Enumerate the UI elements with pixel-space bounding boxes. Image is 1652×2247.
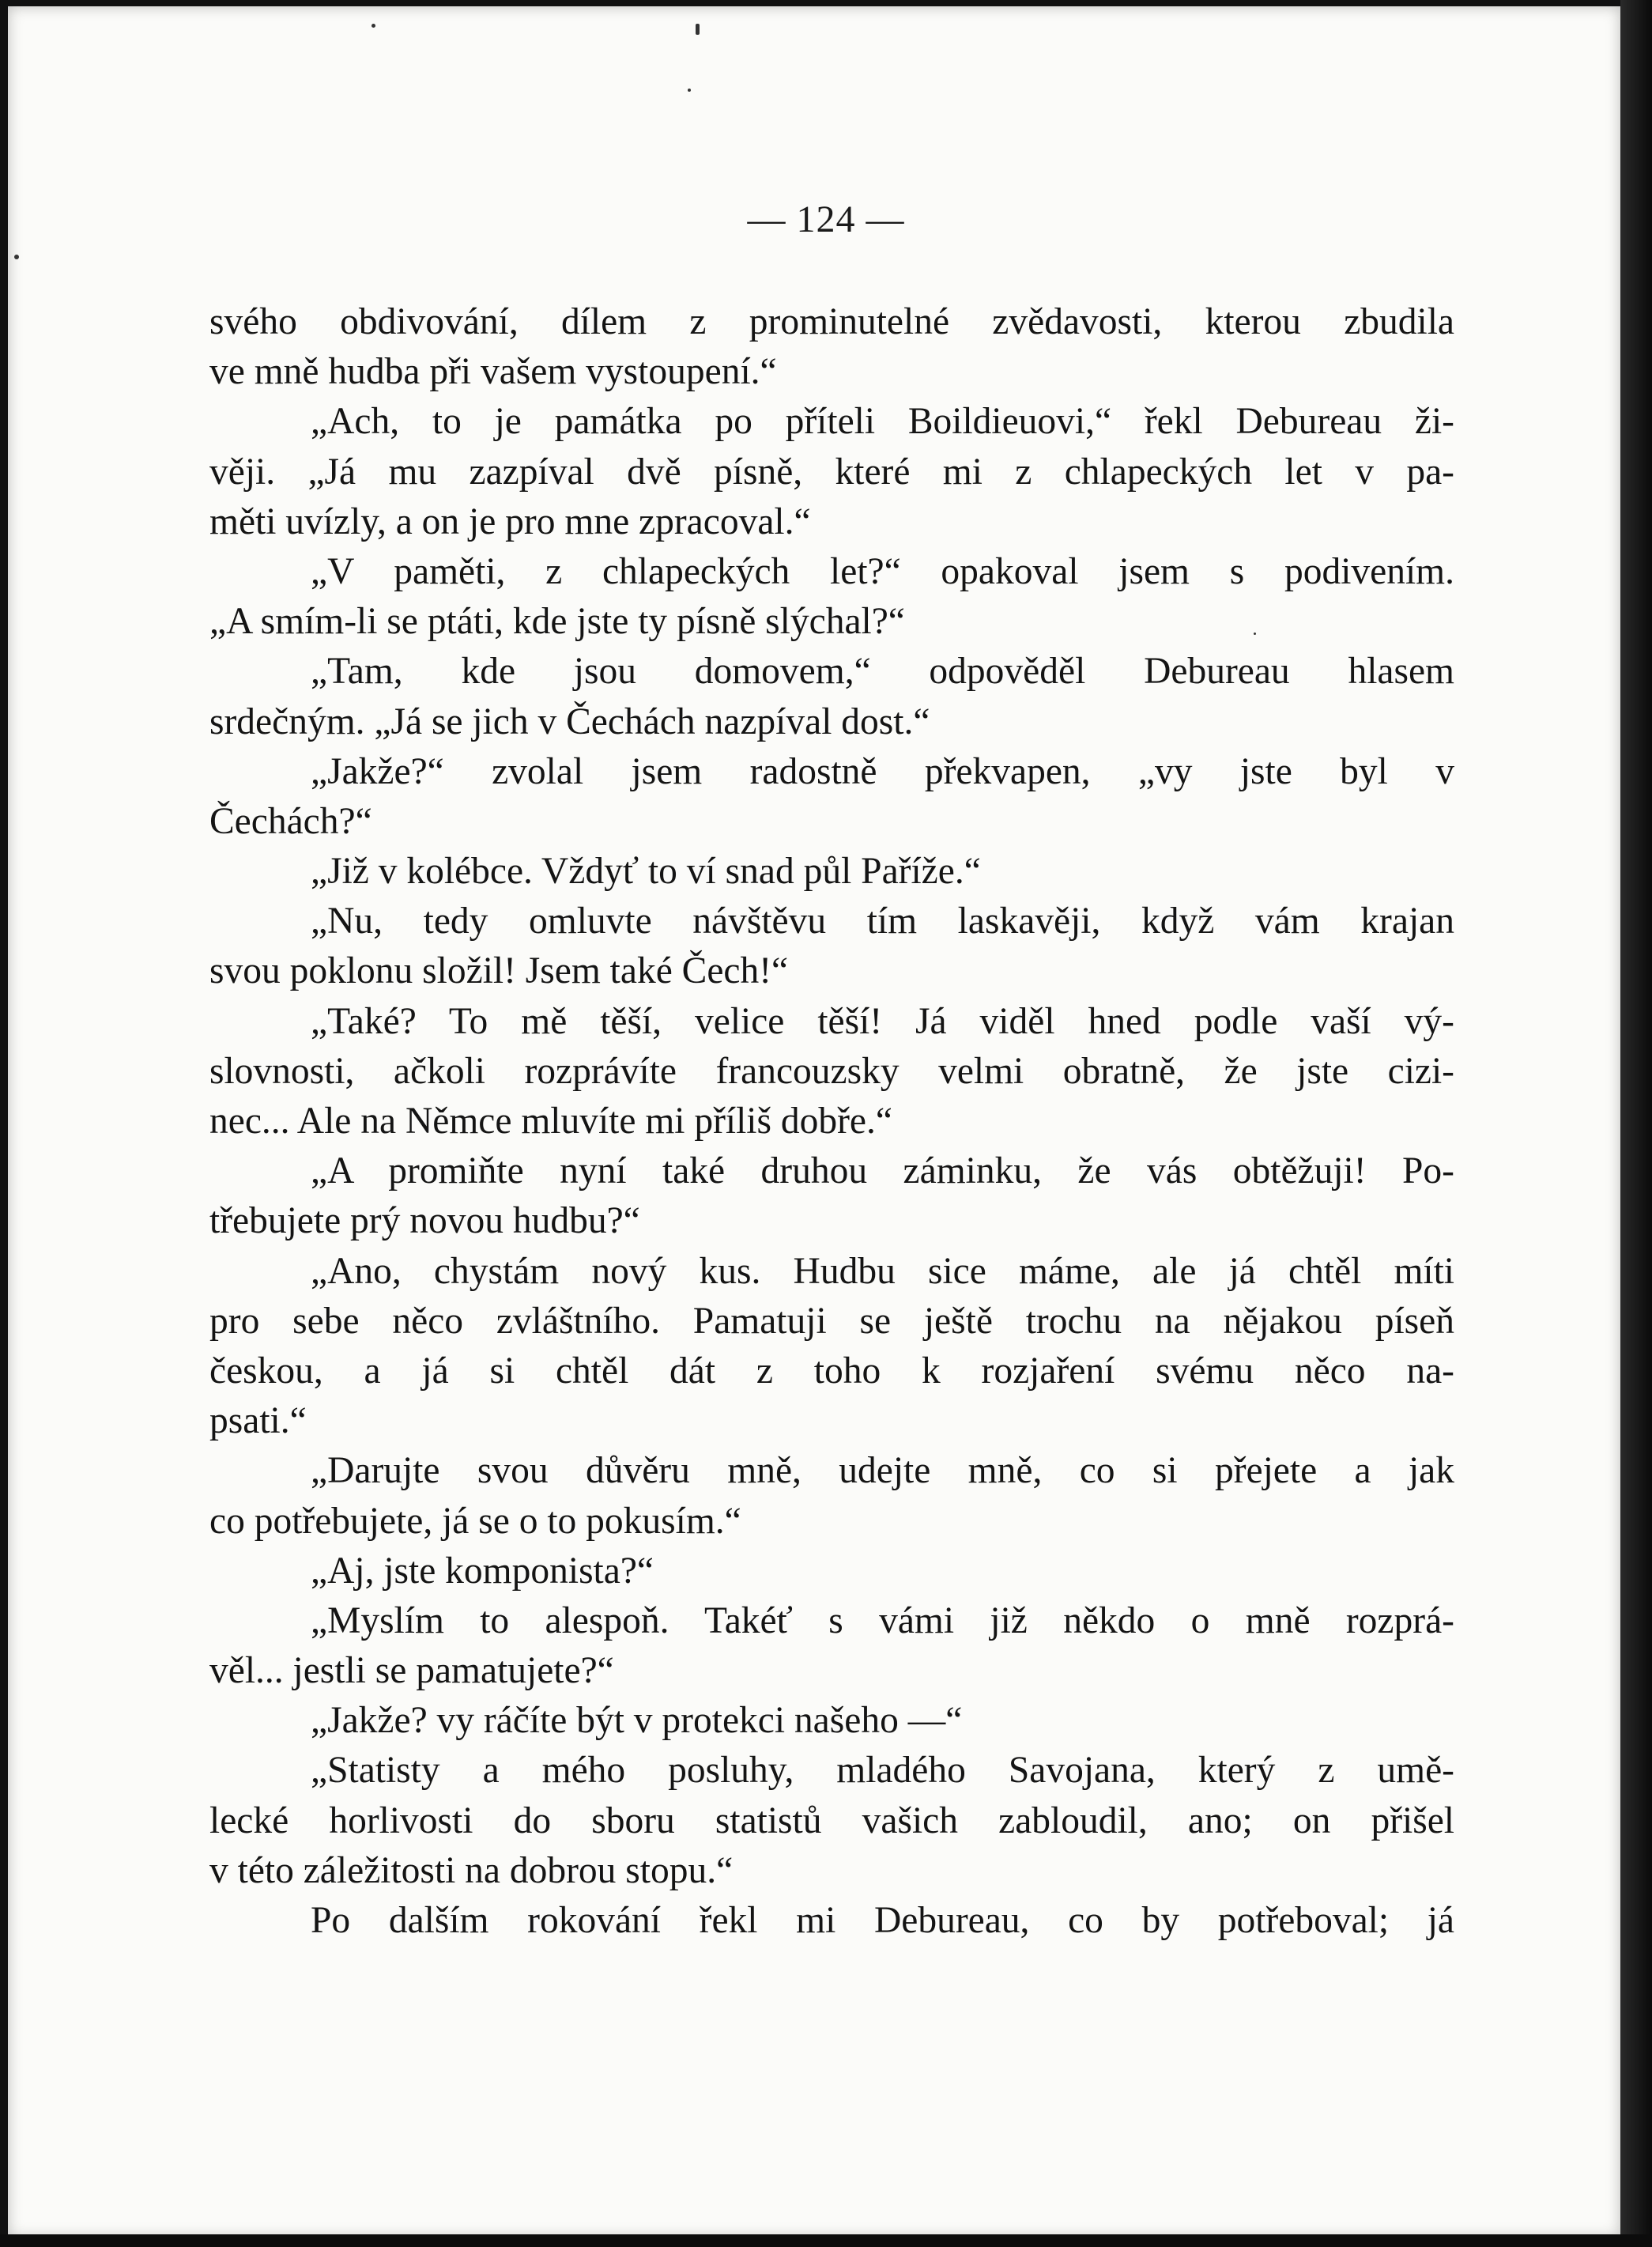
body-text (209, 297, 1454, 1946)
text-line: českou, a já si chtěl dát z toho k rozjaření svému něco na- (209, 1350, 1454, 1392)
text-line: „Ano, chystám nový kus. Hudbu sice máme, ale já chtěl míti (311, 1250, 1454, 1292)
print-speck (688, 89, 691, 92)
text-line: Po dalším rokování řekl mi Debureau, co by potřeboval; já (311, 1900, 1454, 1941)
text-line: „Jakže? vy ráčíte být v protekci našeho —“ (311, 1700, 963, 1742)
text-line: srdečným. „Já se jich v Čechách nazpíval dost.“ (209, 701, 930, 742)
text-line: „Darujte svou důvěru mně, udejte mně, co si přejete a jak (311, 1450, 1454, 1492)
text-line: ve mně hudba při vašem vystoupení.“ (209, 351, 777, 393)
text-line: „Aj, jste komponista?“ (311, 1550, 654, 1592)
text-line: „Statisty a mého posluhy, mladého Savojana, který z umě- (311, 1750, 1454, 1792)
text-line: „Nu, tedy omluvte návštěvu tím laskavěji, když vám krajan (311, 901, 1454, 942)
text-line: věji. „Já mu zazpíval dvě písně, které mi z chlapeckých let v pa- (209, 451, 1454, 493)
text-line: svou poklonu složil! Jsem také Čech!“ (209, 950, 789, 992)
text-line: „A smím-li se ptáti, kde jste ty písně slýchal?“ (209, 601, 905, 643)
text-line: pro sebe něco zvláštního. Pamatuji se ještě trochu na nějakou píseň (209, 1300, 1454, 1342)
page-bottom-shadow (0, 2234, 1652, 2247)
text-line: slovnosti, ačkoli rozprávíte francouzsky velmi obratně, že jste cizi- (209, 1050, 1454, 1092)
text-line: měti uvízly, a on je pro mne zpracoval.“ (209, 500, 811, 542)
text-line: „Jakže?“ zvolal jsem radostně překvapen, „vy jste byl v (311, 750, 1454, 792)
text-line: Čechách?“ (209, 800, 372, 842)
print-speck (14, 255, 19, 259)
text-line: „Již v kolébce. Vždyť to ví snad půl Paříže.“ (311, 851, 981, 893)
page-number: — 124 — (747, 198, 905, 240)
text-line: „Ach, to je památka po příteli Boildieuovi,“ řekl Debureau ži- (311, 401, 1454, 443)
text-line: věl... jestli se pamatujete?“ (209, 1650, 614, 1692)
text-line: lecké horlivosti do sboru statistů vašich zabloudil, ano; on přišel (209, 1799, 1454, 1841)
text-line: „Také? To mě těší, velice těší! Já viděl hned podle vaší vý- (311, 1000, 1454, 1042)
print-speck (696, 24, 700, 35)
text-line: svého obdivování, dílem z prominutelné zvědavosti, kterou zbudila (209, 301, 1454, 342)
page-edge-shadow (1620, 0, 1652, 2247)
text-line: psati.“ (209, 1400, 307, 1442)
text-line: nec... Ale na Němce mluvíte mi příliš dobře.“ (209, 1101, 892, 1142)
print-speck (372, 24, 375, 28)
text-line: „A promiňte nyní také druhou záminku, že vás obtěžuji! Po- (311, 1150, 1454, 1192)
text-line: co potřebujete, já se o to pokusím.“ (209, 1500, 741, 1542)
text-line: „Tam, kde jsou domovem,“ odpověděl Debureau hlasem (311, 651, 1454, 693)
text-line: v této záležitosti na dobrou stopu.“ (209, 1849, 734, 1891)
text-line: „Myslím to alespoň. Takéť s vámi již někdo o mně rozprá- (311, 1599, 1454, 1641)
text-line: třebujete prý novou hudbu?“ (209, 1200, 640, 1242)
text-line: „V paměti, z chlapeckých let?“ opakoval jsem s podivením. (311, 550, 1454, 592)
